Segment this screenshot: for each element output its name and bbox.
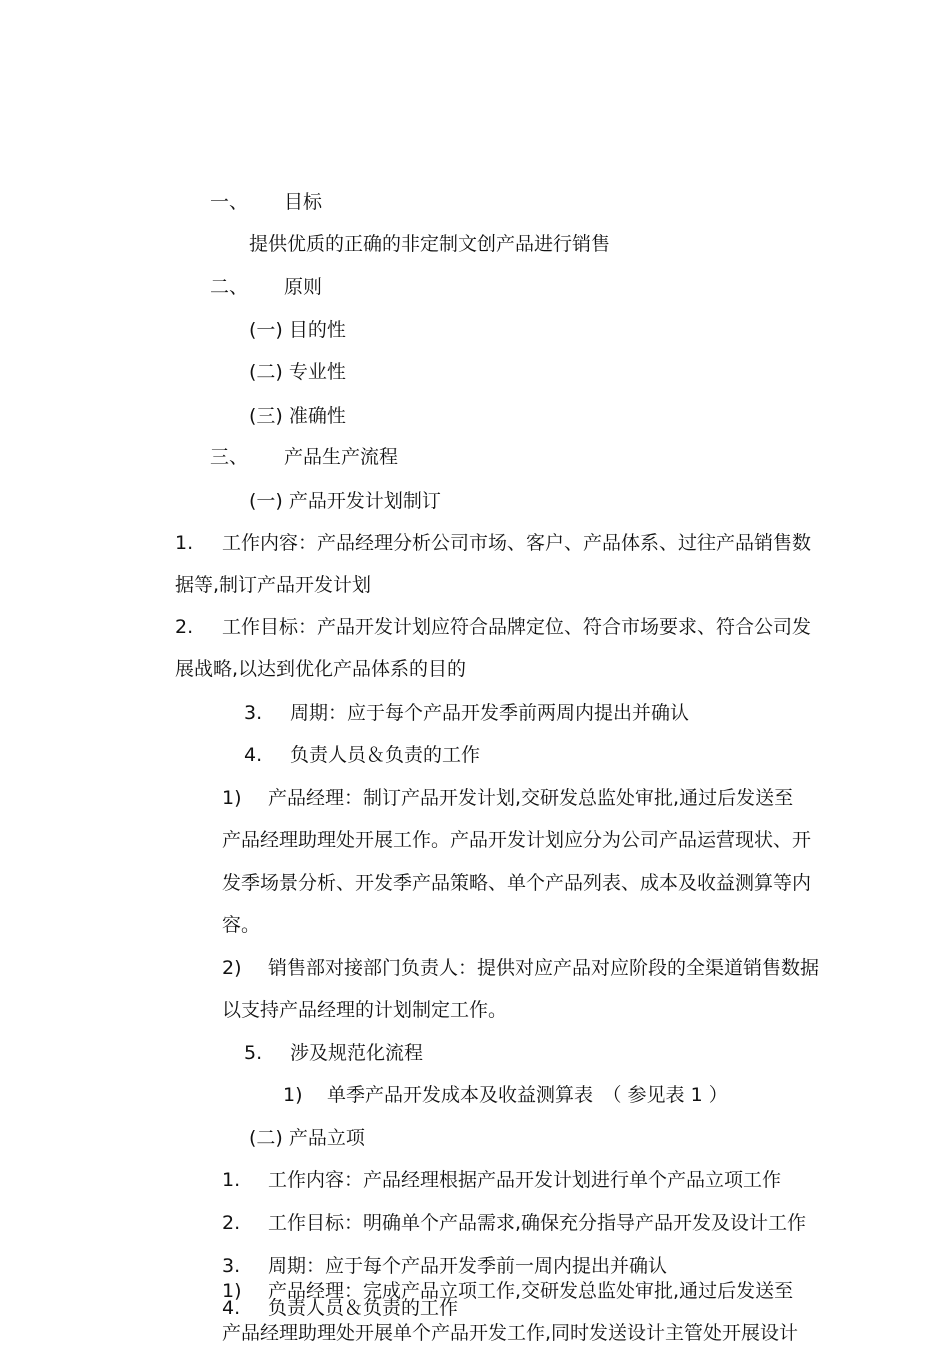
list-item-text: 工作内容：产品经理分析公司市场、客户、产品体系、过往产品销售数 (222, 532, 812, 554)
sublist-item-text: 单季产品开发成本及收益测算表 （ 参见表 1 ） (327, 1084, 728, 1106)
list-number: 5. (244, 1042, 263, 1064)
list-item-text: 工作目标：产品开发计划应符合品牌定位、符合市场要求、符合公司发 (222, 616, 812, 638)
list-item-text: 负责人员＆负责的工作 (290, 744, 481, 766)
principle-item: (三) 准确性 (249, 405, 346, 427)
sublist-item-text: 产品经理助理处开展单个产品开发工作,同时发送设计主管处开展设计 (222, 1322, 799, 1344)
sublist-item-text: 产品经理助理处开展工作。产品开发计划应分为公司产品运营现状、开 (222, 829, 812, 851)
sublist-item-text: 产品经理：完成产品立项工作,交研发总监处审批,通过后发送至 (268, 1280, 794, 1302)
list-item-text: 工作目标：明确单个产品需求,确保充分指导产品开发及设计工作 (268, 1212, 807, 1234)
part-2-heading: (二) 产品立项 (249, 1127, 365, 1149)
list-number: 4. (244, 744, 263, 766)
sublist-item-text: 销售部对接部门负责人：提供对应产品对应阶段的全渠道销售数据 (268, 957, 820, 979)
part-1-heading: (一) 产品开发计划制订 (249, 490, 441, 512)
sublist-number: 1) (222, 787, 242, 809)
sublist-item-text: 以支持产品经理的计划制定工作。 (222, 999, 508, 1021)
sublist-item-text: 容。 (222, 914, 261, 936)
list-number: 2. (175, 616, 194, 638)
section-2-number: 二、 (210, 276, 249, 298)
list-number: 4. (222, 1297, 241, 1319)
sublist-item-text: 发季场景分析、开发季产品策略、单个产品列表、成本及收益测算等内 (222, 872, 812, 894)
section-2-title: 原则 (284, 276, 323, 298)
section-3-title: 产品生产流程 (284, 446, 399, 468)
sublist-number: 1) (283, 1084, 303, 1106)
principle-item: (二) 专业性 (249, 361, 346, 383)
sublist-number: 1) (222, 1280, 242, 1302)
list-item-text: 据等,制订产品开发计划 (175, 574, 372, 596)
list-item-text: 展战略,以达到优化产品体系的目的 (175, 658, 467, 680)
section-1-body: 提供优质的正确的非定制文创产品进行销售 (249, 233, 611, 255)
list-item-text: 负责人员＆负责的工作 (268, 1297, 459, 1319)
sublist-item-text: 产品经理：制订产品开发计划,交研发总监处审批,通过后发送至 (268, 787, 794, 809)
list-number: 1. (175, 532, 194, 554)
principle-item: (一) 目的性 (249, 319, 346, 341)
list-item-text: 周期：应于每个产品开发季前一周内提出并确认 (268, 1255, 668, 1277)
list-item-text: 周期：应于每个产品开发季前两周内提出并确认 (290, 702, 690, 724)
list-item-text: 工作内容：产品经理根据产品开发计划进行单个产品立项工作 (268, 1169, 782, 1191)
list-number: 2. (222, 1212, 241, 1234)
section-3-number: 三、 (210, 446, 249, 468)
list-number: 3. (222, 1255, 241, 1277)
section-1-title: 目标 (284, 191, 323, 213)
list-number: 1. (222, 1169, 241, 1191)
section-1-number: 一、 (210, 191, 249, 213)
list-item-text: 涉及规范化流程 (290, 1042, 424, 1064)
sublist-number: 2) (222, 957, 242, 979)
list-number: 3. (244, 702, 263, 724)
